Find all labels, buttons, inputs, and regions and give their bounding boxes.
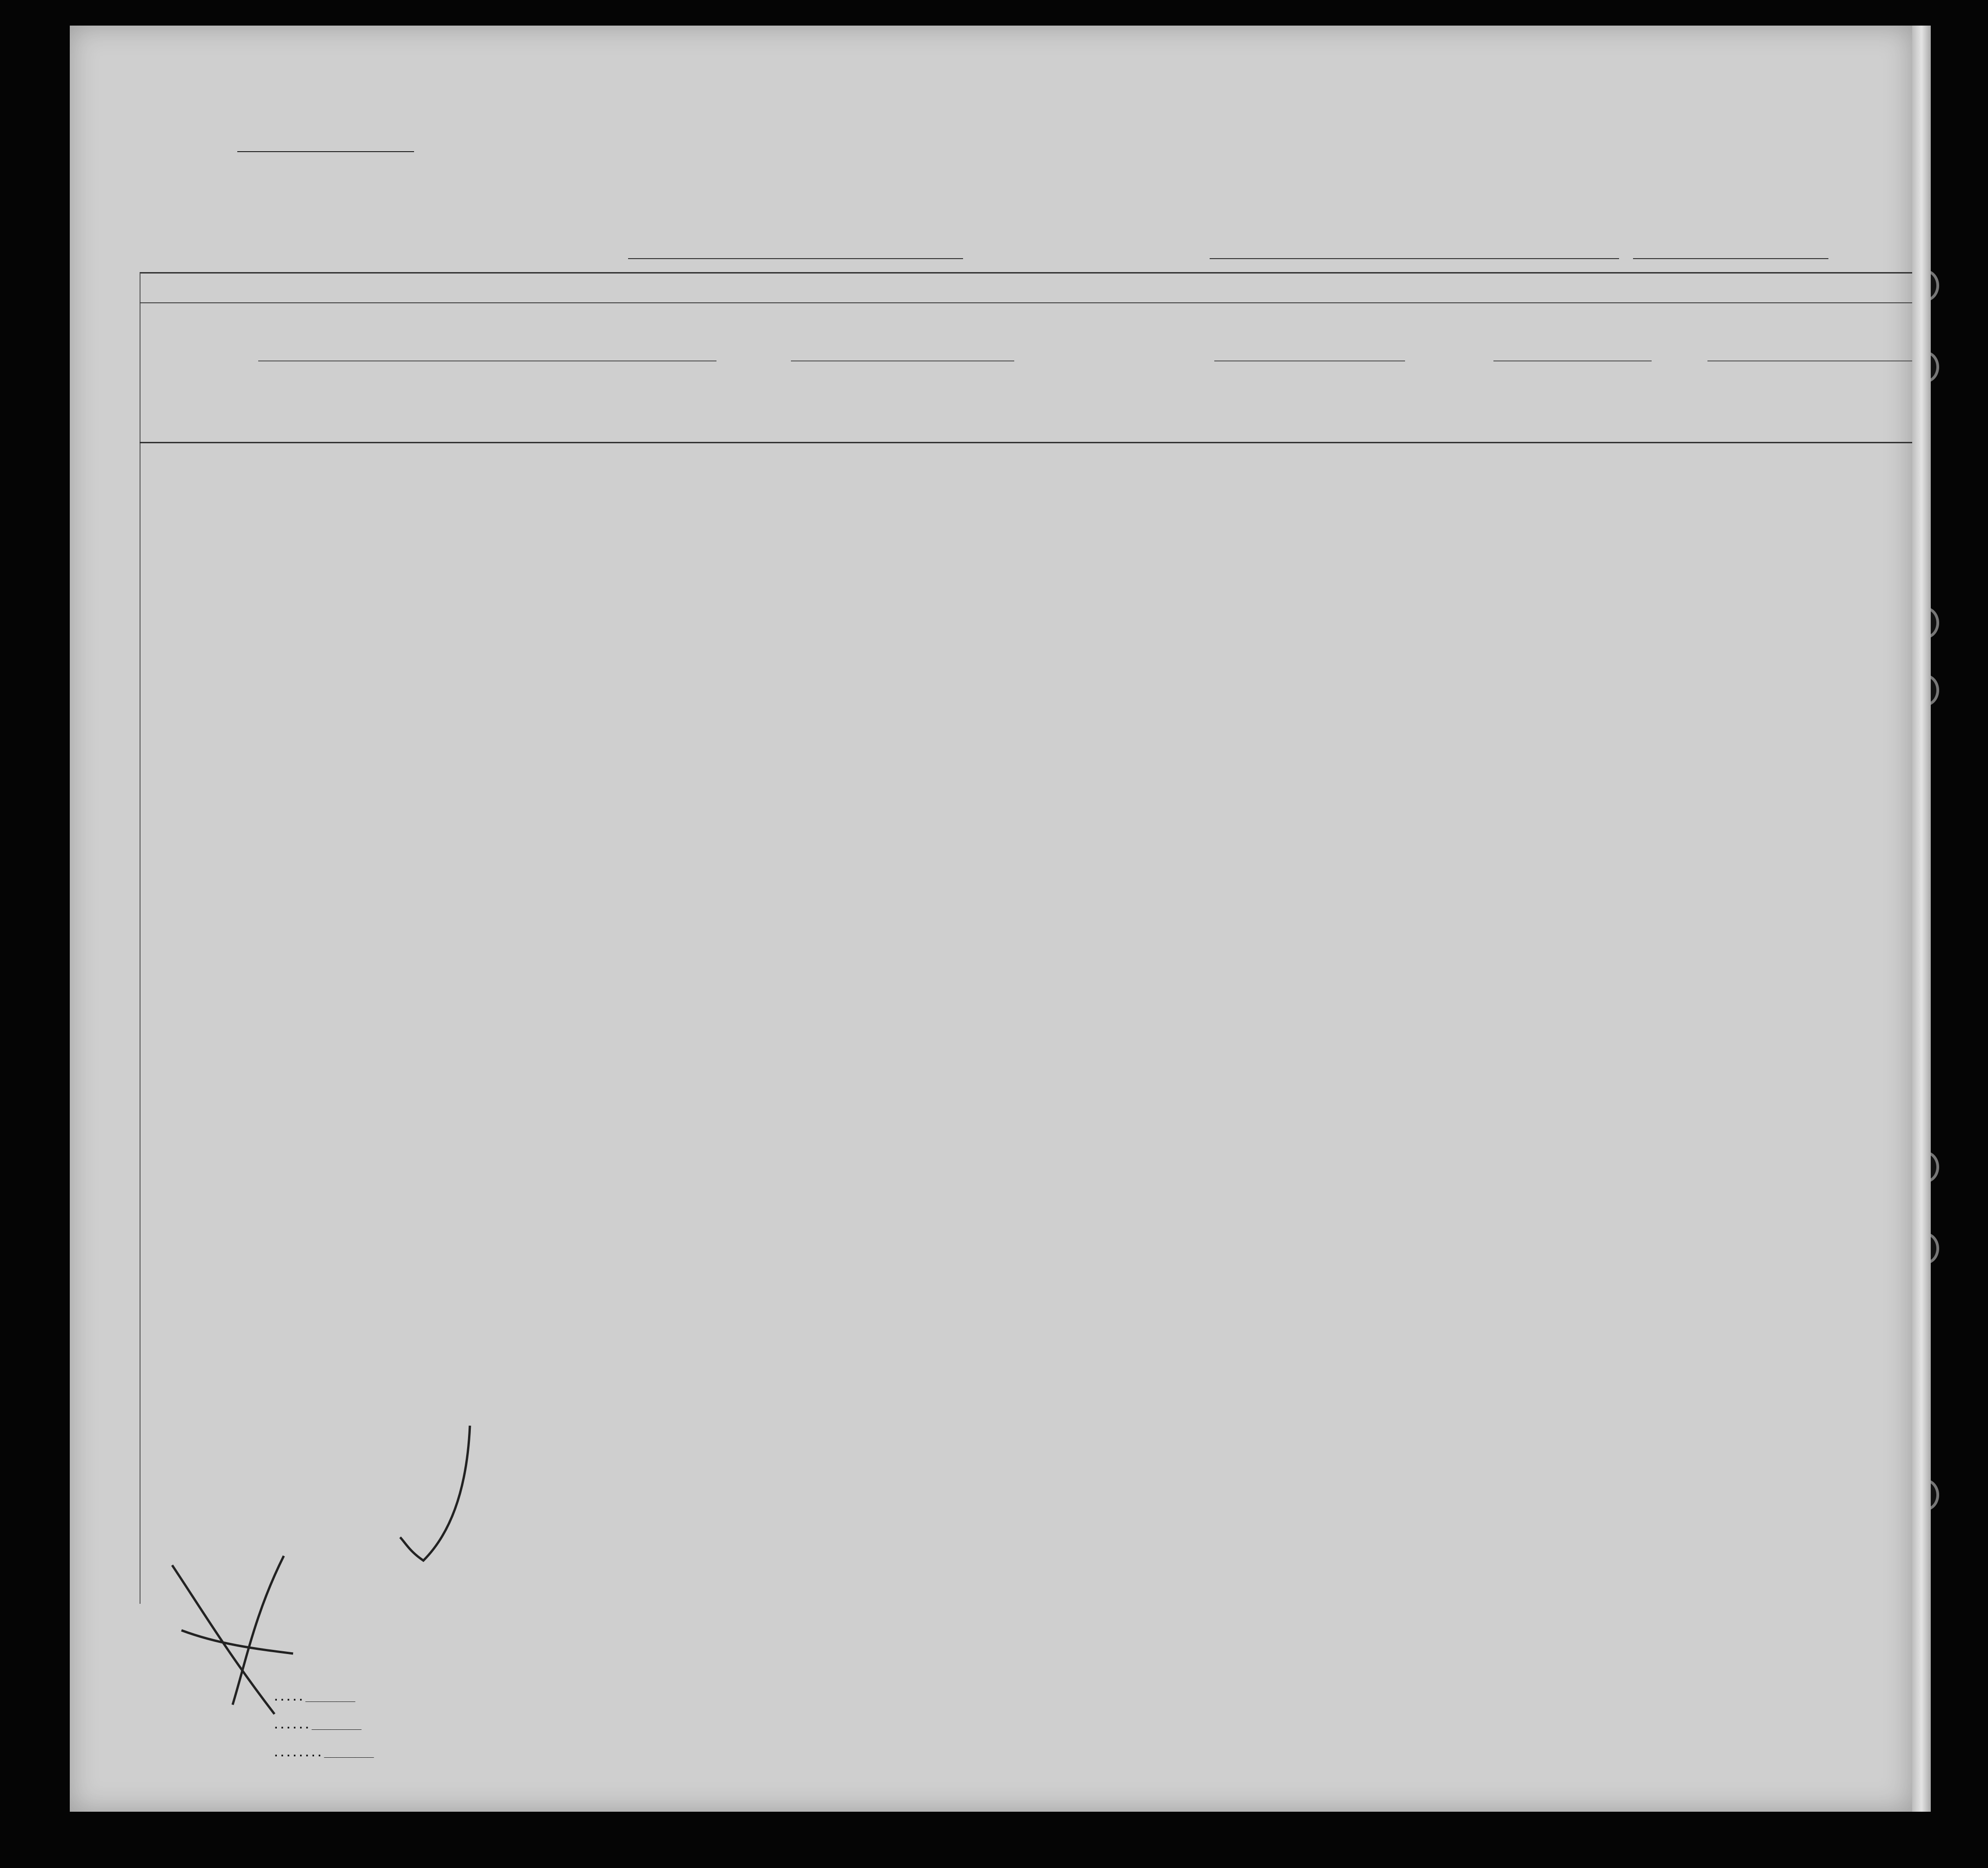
punch-hole xyxy=(1912,1479,1939,1511)
manifest-sheet: . . . . . ________ . . . . . . ________ . . . . . . . . ________ xyxy=(70,26,1912,1812)
check-mark-large xyxy=(354,1421,493,1570)
punch-hole xyxy=(1912,270,1939,301)
punch-hole xyxy=(1912,674,1939,706)
punch-hole xyxy=(1912,1151,1939,1183)
punch-hole xyxy=(1912,607,1939,639)
punch-hole xyxy=(1912,351,1939,383)
punch-hole xyxy=(1912,1233,1939,1264)
manifest-grid xyxy=(140,272,1918,1604)
col-header-married xyxy=(744,351,791,435)
